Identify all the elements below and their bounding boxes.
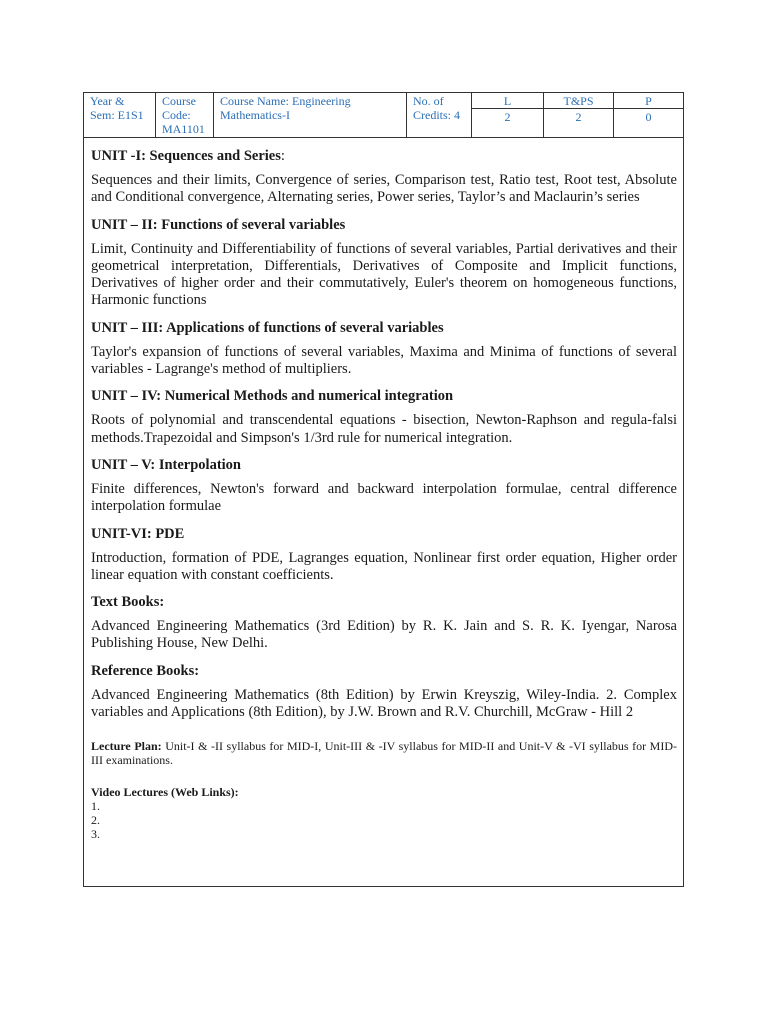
text-books-body: Advanced Engineering Mathematics (3rd Edition) by R. K. Jain and S. R. K. Iyengar, Narosa Publishing House, New Delhi. [91, 618, 677, 652]
unit-6-heading: UNIT-VI: PDE [91, 525, 185, 542]
p-value: 0 [645, 110, 652, 124]
course-code-line1: Course [162, 94, 196, 108]
text-books-heading: Text Books: [91, 594, 165, 611]
unit-1-body: Sequences and their limits, Convergence of series, Comparison test, Ratio test, Root test, Absolute and Conditional convergence, Alternating series, Power series, Taylor’s and Maclaurin’s series [91, 172, 677, 206]
l-cell [472, 93, 544, 137]
video-link-2: 2. [91, 813, 100, 828]
credits-cell [407, 93, 472, 137]
credits-line2: Credits: 4 [413, 108, 460, 122]
unit-1-heading: UNIT -I: Sequences and Series: [91, 148, 285, 164]
unit-5-heading: UNIT – V: Interpolation [91, 456, 241, 473]
tps-cell [544, 93, 614, 137]
unit-6-body: Introduction, formation of PDE, Lagranges equation, Nonlinear first order equation, Higher order linear equation with constant coefficients. [91, 549, 677, 583]
l-label: L [503, 94, 512, 108]
unit-2-heading: UNIT – II: Functions of several variables [91, 216, 346, 233]
lecture-plan: Lecture Plan: Unit-I & -II syllabus for MID-I, Unit-III & -IV syllabus for MID-II and Unit-V & -VI syllabus for MID-III examinations. [91, 739, 677, 768]
unit-3-heading: UNIT – III: Applications of functions of several variables [91, 319, 444, 336]
reference-books-heading: Reference Books: [91, 662, 200, 679]
year-sem-line1: Year & [90, 94, 125, 108]
video-link-3: 3. [91, 827, 100, 842]
syllabus-content [91, 146, 677, 841]
l-value: 2 [504, 110, 511, 124]
tps-label: T&PS [563, 94, 594, 108]
p-cell [614, 93, 683, 137]
course-code-cell [156, 93, 214, 137]
course-name-line2: Mathematics-I [220, 108, 290, 122]
unit-2-body: Limit, Continuity and Differentiability of functions of several variables, Partial derivatives and their geometrical interpretation, Differentials, Derivatives of Composite and Implicit functions, Derivatives of higher order and their commutatively, Euler's theorem on homogeneous functions, Harmonic functions [91, 240, 677, 309]
unit-4-body: Roots of polynomial and transcendental equations - bisection, Newton-Raphson and regula-falsi methods.Trapezoidal and Simpson's 1/3rd rule for numerical integration. [91, 412, 677, 446]
course-code-line2: Code: [162, 108, 191, 122]
course-header-table [84, 93, 683, 138]
course-name-line1: Course Name: Engineering [220, 94, 351, 108]
tps-value: 2 [575, 110, 582, 124]
video-lectures-heading: Video Lectures (Web Links): [91, 785, 239, 800]
year-sem-line2: Sem: E1S1 [90, 108, 144, 122]
reference-books-body: Advanced Engineering Mathematics (8th Edition) by Erwin Kreyszig, Wiley-India. 2. Complex variables and Applications (8th Edition), by J.W. Brown and R.V. Churchill, McGraw - Hill 2 [91, 686, 677, 721]
unit-3-body: Taylor's expansion of functions of several variables, Maxima and Minima of functions of several variables - Lagrange's method of multipliers. [91, 343, 677, 378]
course-code-value: MA1101 [162, 122, 205, 136]
year-sem-cell [84, 93, 156, 137]
credits-line1: No. of [413, 94, 444, 108]
unit-5-body: Finite differences, Newton's forward and backward interpolation formulae, central difference interpolation formulae [91, 480, 677, 515]
unit-4-heading: UNIT – IV: Numerical Methods and numerical integration [91, 388, 454, 405]
course-name-cell [214, 93, 407, 137]
syllabus-frame [83, 92, 684, 887]
video-link-1: 1. [91, 799, 100, 814]
p-label: P [645, 94, 652, 108]
